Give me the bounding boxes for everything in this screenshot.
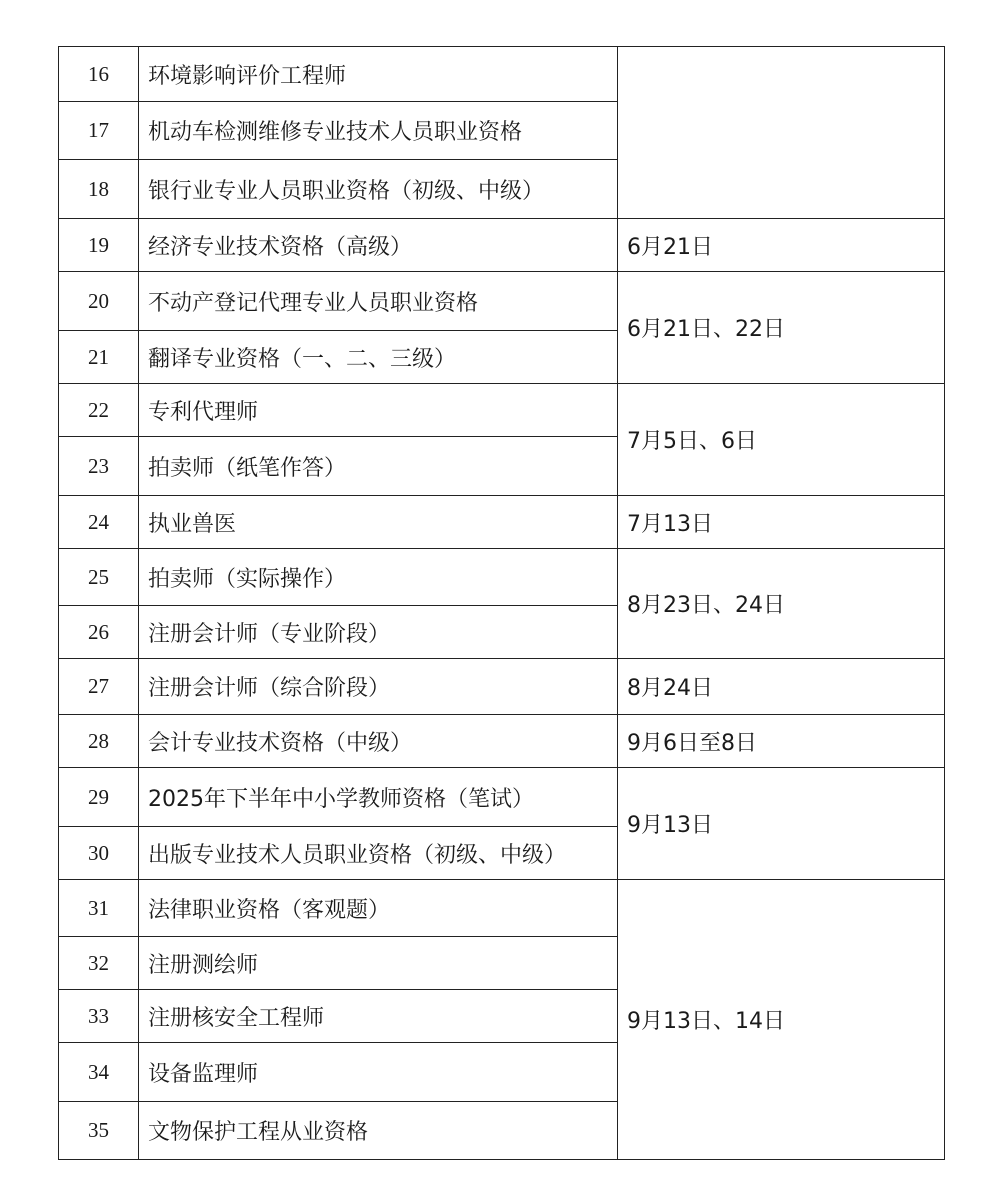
exam-name: 2025年下半年中小学教师资格（笔试） <box>139 768 618 827</box>
exam-name: 专利代理师 <box>139 384 618 437</box>
row-number: 35 <box>59 1102 139 1160</box>
exam-date: 8月23日、24日 <box>618 549 945 659</box>
exam-date: 8月24日 <box>618 659 945 715</box>
exam-name: 拍卖师（纸笔作答） <box>139 437 618 496</box>
exam-name: 执业兽医 <box>139 496 618 549</box>
exam-name: 经济专业技术资格（高级） <box>139 219 618 272</box>
row-number: 33 <box>59 990 139 1043</box>
exam-date: 6月21日、22日 <box>618 272 945 384</box>
exam-date <box>618 47 945 219</box>
exam-name: 注册核安全工程师 <box>139 990 618 1043</box>
row-number: 17 <box>59 102 139 160</box>
exam-date: 9月13日、14日 <box>618 880 945 1160</box>
row-number: 32 <box>59 937 139 990</box>
row-number: 26 <box>59 606 139 659</box>
row-number: 27 <box>59 659 139 715</box>
exam-name: 不动产登记代理专业人员职业资格 <box>139 272 618 331</box>
row-number: 34 <box>59 1043 139 1102</box>
row-number: 20 <box>59 272 139 331</box>
table-row <box>59 715 945 768</box>
exam-name: 银行业专业人员职业资格（初级、中级） <box>139 160 618 219</box>
row-number: 31 <box>59 880 139 937</box>
exam-date: 7月13日 <box>618 496 945 549</box>
table-row <box>59 496 945 549</box>
row-number: 18 <box>59 160 139 219</box>
row-number: 21 <box>59 331 139 384</box>
table-row <box>59 272 945 331</box>
exam-name: 注册测绘师 <box>139 937 618 990</box>
row-number: 24 <box>59 496 139 549</box>
table-row <box>59 659 945 715</box>
row-number: 19 <box>59 219 139 272</box>
exam-schedule-table <box>58 46 945 1160</box>
exam-name: 注册会计师（专业阶段） <box>139 606 618 659</box>
exam-name: 注册会计师（综合阶段） <box>139 659 618 715</box>
exam-name: 环境影响评价工程师 <box>139 47 618 102</box>
row-number: 16 <box>59 47 139 102</box>
exam-name: 会计专业技术资格（中级） <box>139 715 618 768</box>
row-number: 22 <box>59 384 139 437</box>
exam-name: 文物保护工程从业资格 <box>139 1102 618 1160</box>
row-number: 29 <box>59 768 139 827</box>
table-row <box>59 47 945 102</box>
exam-name: 拍卖师（实际操作） <box>139 549 618 606</box>
exam-name: 法律职业资格（客观题） <box>139 880 618 937</box>
row-number: 30 <box>59 827 139 880</box>
exam-date: 7月5日、6日 <box>618 384 945 496</box>
row-number: 23 <box>59 437 139 496</box>
row-number: 25 <box>59 549 139 606</box>
table-row <box>59 219 945 272</box>
exam-name: 设备监理师 <box>139 1043 618 1102</box>
row-number: 28 <box>59 715 139 768</box>
exam-date: 9月13日 <box>618 768 945 880</box>
table-row <box>59 768 945 827</box>
exam-name: 机动车检测维修专业技术人员职业资格 <box>139 102 618 160</box>
exam-date: 9月6日至8日 <box>618 715 945 768</box>
table-row <box>59 549 945 606</box>
exam-name: 翻译专业资格（一、二、三级） <box>139 331 618 384</box>
exam-name: 出版专业技术人员职业资格（初级、中级） <box>139 827 618 880</box>
table-row <box>59 880 945 937</box>
table-row <box>59 384 945 437</box>
exam-date: 6月21日 <box>618 219 945 272</box>
